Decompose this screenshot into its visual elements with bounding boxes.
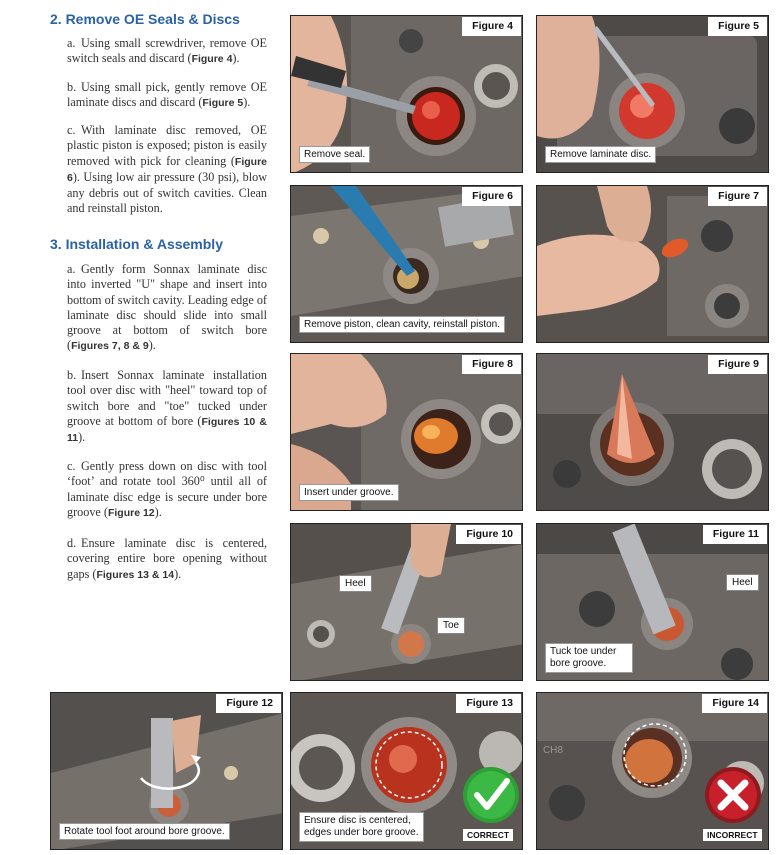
figure-13-caption-line2: edges under bore groove. <box>304 827 419 838</box>
figure-11-heel-callout: Heel <box>726 574 759 591</box>
figure-12-caption: Rotate tool foot around bore groove. <box>59 823 230 840</box>
figure-10-toe-callout: Toe <box>437 617 465 634</box>
figure-6-caption: Remove piston, clean cavity, reinstall piston. <box>299 316 505 333</box>
figure-13-label: Figure 13 <box>456 694 521 713</box>
step-3a: a. Gently form Sonnax laminate disc into inverted "U" shape and insert into bottom of switch cavity. Leading edge of laminate disc should slide into small groove at bottom of switch bore (Figures 7, 8 & 9). <box>67 262 267 353</box>
figure-5 <box>536 15 769 173</box>
section-2-heading: 2. Remove OE Seals & Discs <box>50 11 240 27</box>
figure-14 <box>536 692 769 850</box>
figure-11-caption-line2: bore groove. <box>550 658 607 669</box>
figure-5-caption: Remove laminate disc. <box>545 146 656 163</box>
figure-6-label: Figure 6 <box>462 187 521 206</box>
figure-8-label: Figure 8 <box>462 355 521 374</box>
figure-14-label: Figure 14 <box>702 694 767 713</box>
figure-11-caption-line1: Tuck toe under <box>550 646 617 657</box>
figure-10-heel-callout: Heel <box>339 575 372 592</box>
figure-7-label: Figure 7 <box>708 187 767 206</box>
section-3-heading: 3. Installation & Assembly <box>50 236 223 252</box>
figure-13-caption <box>299 812 424 842</box>
figure-13-caption-line1: Ensure disc is centered, <box>304 815 411 826</box>
figure-13 <box>290 692 523 850</box>
figure-9-photo <box>537 354 769 511</box>
step-2a: a. Using small screwdriver, remove OE switch seals and discard (Figure 4). <box>67 36 267 66</box>
figure-12-label: Figure 12 <box>216 694 281 713</box>
figure-6 <box>290 185 523 343</box>
step-3b: b. Insert Sonnax laminate installation tool over disc with "heel" toward top of switch bore and "toe" tucked under groove at bottom of bore (Figures 10 & 11). <box>67 368 267 445</box>
figure-4-caption: Remove seal. <box>299 146 370 163</box>
figure-10 <box>290 523 523 681</box>
figure-8 <box>290 353 523 511</box>
step-2b: b. Using small pick, gently remove OE laminate discs and discard (Figure 5). <box>67 80 267 110</box>
figure-10-label: Figure 10 <box>456 525 521 544</box>
incorrect-badge: INCORRECT <box>703 829 762 841</box>
figure-7 <box>536 185 769 343</box>
figure-10-photo <box>291 524 523 681</box>
step-2c: c. With laminate disc removed, OE plastic piston is exposed; piston is easily removed with pick for cleaning (Figure 6). Using low air pressure (30 psi), blow any debris out of switch cavities. Clean and reinstall piston. <box>67 123 267 216</box>
figure-7-photo <box>537 186 769 343</box>
figure-12 <box>50 692 283 850</box>
figure-11-caption <box>545 643 633 673</box>
figure-8-caption: Insert under groove. <box>299 484 399 501</box>
figure-14-photo <box>537 693 769 850</box>
step-3d: d. Ensure laminate disc is centered, covering entire bore opening without gaps (Figures 13 & 14). <box>67 536 267 581</box>
figure-11-label: Figure 11 <box>703 525 767 544</box>
figure-14-etched-text: CH8 <box>543 745 564 756</box>
figure-9 <box>536 353 769 511</box>
figure-5-label: Figure 5 <box>708 17 767 36</box>
figure-4-label: Figure 4 <box>462 17 521 36</box>
step-3c: c. Gently press down on disc with tool ‘foot’ and rotate tool 360⁰ until all of laminate disc edge is secure under bore groove (Figure 12). <box>67 459 267 519</box>
figure-4 <box>290 15 523 173</box>
figure-11 <box>536 523 769 681</box>
correct-badge: CORRECT <box>463 829 513 841</box>
figure-9-label: Figure 9 <box>708 355 767 374</box>
